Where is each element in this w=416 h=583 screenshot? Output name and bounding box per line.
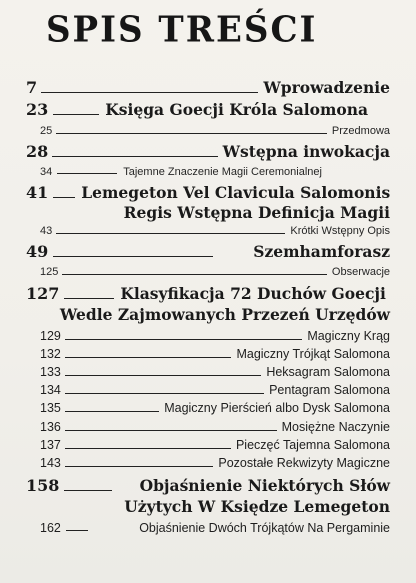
toc-page-number: 136 [40,420,61,434]
toc-title: Wstępna inwokacja [222,142,390,161]
leader-line [65,466,214,467]
leader-line [65,339,302,340]
toc-title: Tajemne Znaczenie Magii Ceremonialnej [123,166,322,178]
leader-line [41,92,258,93]
leader-line [52,156,217,157]
toc-title: Krótki Wstępny Opis [290,225,390,237]
toc-entry [26,100,390,119]
leader-line [65,430,277,431]
toc-title-continued: Wedle Zajmowanych Przezeń Urzędów [59,305,390,324]
toc-entry [40,329,390,343]
toc-entry [26,183,390,202]
toc-entry [40,401,390,415]
toc-entry [40,225,390,237]
toc-page-number: 135 [40,401,61,415]
toc-title: Mosiężne Naczynie [281,420,390,434]
leader-line [64,298,114,299]
toc-entry [26,242,390,261]
toc-entry [40,456,390,470]
toc-title-continued: Regis Wstępna Definicja Magii [123,203,390,222]
toc-page-number: 162 [40,521,61,535]
toc-title: Szemhamforasz [253,242,390,261]
toc-page-number: 129 [40,329,61,343]
toc-page-number: 137 [40,438,61,452]
toc-title: Pieczęć Tajemna Salomona [235,438,390,452]
toc-entry [26,142,390,161]
toc-title: Obserwacje [331,266,390,278]
leader-line [62,274,327,275]
toc-entry [40,521,390,535]
toc-page-number: 43 [40,225,53,237]
toc-page-number: 7 [26,78,38,97]
toc-entry [40,420,390,434]
leader-line [57,173,117,174]
toc-title: Lemegeton Vel Clavicula Salomonis [81,183,391,202]
leader-line [53,256,213,257]
toc-title: Objaśnienie Dwóch Trójkątów Na Pergaminie [139,521,390,535]
toc-page-number: 125 [40,266,59,278]
toc-title: Przedmowa [331,125,390,137]
toc-title: Magiczny Trójkąt Salomona [236,347,390,361]
toc-entry [40,347,390,361]
toc-entry [40,266,390,278]
toc-title: Objaśnienie Niektórych Słów [139,476,390,495]
toc-page-number: 132 [40,347,61,361]
leader-line [56,233,285,234]
toc-page-number: 28 [26,142,49,161]
leader-line [65,393,264,394]
page-title: SPIS TREŚCI [46,9,318,51]
toc-page-number: 34 [40,166,53,178]
toc-entry [40,438,390,452]
toc-title: Klasyfikacja 72 Duchów Goecji [120,284,386,303]
toc-page-number: 41 [26,183,49,202]
toc-title-continued: Użytych W Księdze Lemegeton [124,497,390,516]
toc-page-number: 127 [26,284,60,303]
toc-page-number: 134 [40,383,61,397]
toc-entry [40,125,390,137]
toc-page-number: 133 [40,365,61,379]
toc-entry [40,365,390,379]
leader-line [56,133,327,134]
toc-title: Magiczny Pierścień albo Dysk Salomona [164,401,390,415]
toc-page-number: 143 [40,456,61,470]
toc-title: Księga Goecji Króla Salomona [105,100,369,119]
toc-page-number: 23 [26,100,49,119]
toc-title: Wprowadzenie [263,78,390,97]
leader-line [65,411,159,412]
toc-title: Heksagram Salomona [266,365,390,379]
leader-line [53,114,99,115]
toc-entry [40,166,390,178]
toc-page-number: 49 [26,242,49,261]
leader-line [65,448,231,449]
leader-line [64,490,112,491]
toc-title: Pentagram Salomona [269,383,390,397]
toc-page-number: 158 [26,476,60,495]
leader-line [65,357,232,358]
toc-entry [40,383,390,397]
toc-title: Pozostałe Rekwizyty Magiczne [218,456,390,470]
toc-entry [26,476,390,495]
leader-line [53,197,75,198]
toc-title: Magiczny Krąg [307,329,390,343]
leader-line [66,530,88,531]
toc-entry [26,284,390,303]
toc-page-number: 25 [40,125,53,137]
leader-line [65,375,261,376]
toc-entry [26,78,390,97]
